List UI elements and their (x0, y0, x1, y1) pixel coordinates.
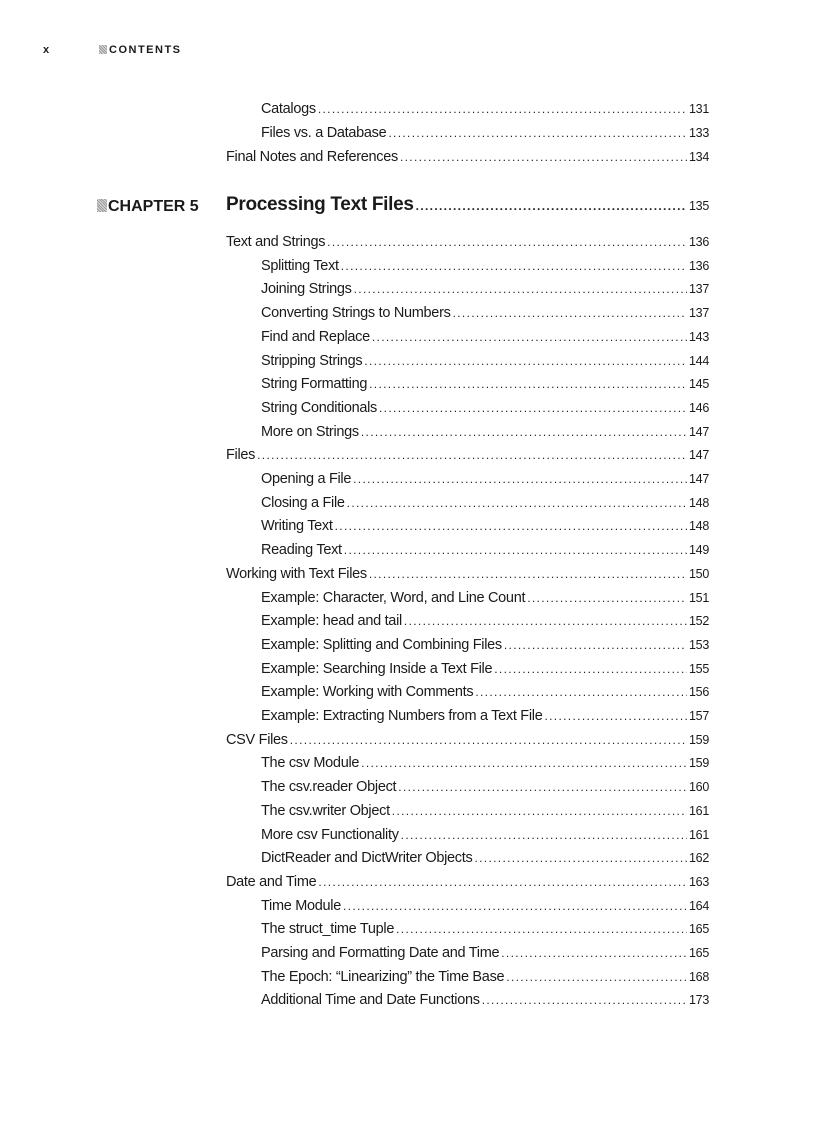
toc-entry-title: More csv Functionality (261, 827, 399, 843)
section-label: CONTENTS (109, 44, 182, 56)
dot-leader (318, 100, 687, 118)
toc-subsection-row[interactable] (261, 944, 709, 962)
dot-leader (364, 352, 687, 370)
dot-leader (396, 920, 687, 938)
toc-entry-page: 147 (689, 448, 709, 462)
toc-entry-title: Time Module (261, 898, 341, 914)
toc-section-row[interactable] (226, 233, 709, 251)
toc-subsection-row[interactable] (261, 707, 709, 725)
toc-subsection-row[interactable] (261, 328, 709, 346)
toc-entry-page: 155 (689, 662, 709, 676)
dot-leader (361, 423, 687, 441)
toc-entry-title: CSV Files (226, 732, 288, 748)
dot-leader (475, 683, 687, 701)
toc-entry-page: 151 (689, 591, 709, 605)
toc-entry-page: 161 (689, 828, 709, 842)
toc-entry-title: The csv.reader Object (261, 779, 397, 795)
toc-entry-title: Example: Searching Inside a Text File (261, 661, 493, 677)
toc-subsection-row[interactable] (261, 589, 709, 607)
toc-entry-title: Joining Strings (261, 281, 352, 297)
toc-subsection-row[interactable] (261, 304, 709, 322)
toc-subsection-row[interactable] (261, 660, 709, 678)
toc-entry-page: 160 (689, 780, 709, 794)
toc-entry-title: Example: Extracting Numbers from a Text File (261, 708, 543, 724)
toc-entry-title: The Epoch: “Linearizing” the Time Base (261, 969, 505, 985)
dot-leader (353, 470, 687, 488)
dot-leader (347, 494, 687, 512)
chapter-page: 135 (689, 199, 709, 213)
dot-leader (501, 944, 687, 962)
toc-entry-title: Catalogs (261, 101, 316, 117)
toc-subsection-row[interactable] (261, 991, 709, 1009)
toc-entry-title: String Formatting (261, 376, 368, 392)
toc-entry-title: Writing Text (261, 518, 333, 534)
dot-leader (544, 707, 687, 725)
toc-entry-page: 156 (689, 685, 709, 699)
toc-subsection-row[interactable] (261, 754, 709, 772)
toc-entry-page: 173 (689, 993, 709, 1007)
dot-leader (453, 304, 687, 322)
toc-entry-page: 133 (689, 126, 709, 140)
dot-leader (344, 541, 687, 559)
toc-entry-page: 146 (689, 401, 709, 415)
dot-leader (401, 826, 687, 844)
dot-leader (343, 897, 687, 915)
toc-entry-title: Example: head and tail (261, 613, 402, 629)
chapter-title-row[interactable] (226, 196, 709, 215)
dot-leader (506, 968, 687, 986)
toc-entry-title: The csv.writer Object (261, 803, 390, 819)
dot-leader (392, 802, 687, 820)
toc-subsection-row[interactable] (261, 257, 709, 275)
toc-entry-page: 149 (689, 543, 709, 557)
toc-entry-title: The csv Module (261, 755, 360, 771)
toc-subsection-row[interactable] (261, 778, 709, 796)
toc-entry-title: Files vs. a Database (261, 125, 387, 141)
toc-entry-title: Find and Replace (261, 329, 370, 345)
toc-section-row[interactable] (226, 873, 709, 891)
toc-subsection-row[interactable] (261, 470, 709, 488)
toc-entry-page: 137 (689, 282, 709, 296)
toc-entry-page: 131 (689, 102, 709, 116)
dot-leader (257, 446, 687, 464)
toc-entry-page: 162 (689, 851, 709, 865)
toc-subsection-row[interactable] (261, 494, 709, 512)
toc-subsection-row[interactable] (261, 399, 709, 417)
toc-entry-page: 136 (689, 235, 709, 249)
toc-entry-page: 157 (689, 709, 709, 723)
toc-entry-title: Parsing and Formatting Date and Time (261, 945, 500, 961)
toc-section-row[interactable] (226, 565, 709, 583)
toc-entry-page: 150 (689, 567, 709, 581)
toc-entry-page: 134 (689, 150, 709, 164)
toc-entry-page: 145 (689, 377, 709, 391)
toc-entry-page: 164 (689, 899, 709, 913)
toc-subsection-row[interactable] (261, 683, 709, 701)
dot-leader (335, 517, 687, 535)
toc-entry-page: 143 (689, 330, 709, 344)
toc-entry-page: 159 (689, 756, 709, 770)
dot-leader (290, 731, 687, 749)
chapter-title: Processing Text Files (226, 194, 414, 215)
toc-entry-page: 148 (689, 519, 709, 533)
toc-entry-title: More on Strings (261, 424, 359, 440)
toc-subsection-row[interactable] (261, 802, 709, 820)
toc-subsection-row[interactable] (261, 920, 709, 938)
toc-entry-page: 163 (689, 875, 709, 889)
dot-leader (494, 660, 687, 678)
toc-subsection-row[interactable] (261, 849, 709, 867)
toc-entry-title: Splitting Text (261, 258, 339, 274)
toc-entry-title: Example: Working with Comments (261, 684, 474, 700)
toc-entry-title: DictReader and DictWriter Objects (261, 850, 473, 866)
toc-entry-page: 153 (689, 638, 709, 652)
chapter-number: CHAPTER 5 (108, 198, 199, 215)
page-number: x (43, 44, 51, 56)
toc-subsection-row[interactable] (261, 612, 709, 630)
toc-entry-page: 161 (689, 804, 709, 818)
dot-leader (404, 612, 687, 630)
dot-leader (504, 636, 687, 654)
toc-entry-title: Converting Strings to Numbers (261, 305, 451, 321)
dot-leader (388, 124, 687, 142)
toc-subsection-row[interactable] (261, 968, 709, 986)
dot-leader (379, 399, 687, 417)
toc-entry-title: Reading Text (261, 542, 342, 558)
toc-entry-page: 147 (689, 472, 709, 486)
toc-entry-title: Example: Character, Word, and Line Count (261, 590, 526, 606)
toc-entry-title: Final Notes and References (226, 149, 398, 165)
dot-leader (372, 328, 687, 346)
toc-entry-page: 152 (689, 614, 709, 628)
toc-entry-title: Additional Time and Date Functions (261, 992, 480, 1008)
toc-subsection-row[interactable] (261, 636, 709, 654)
toc-section-row[interactable] (226, 731, 709, 749)
toc-entry-title: Files (226, 447, 256, 463)
toc-entry-title: Date and Time (226, 874, 317, 890)
toc-entry-title: Stripping Strings (261, 353, 363, 369)
toc-subsection-row[interactable] (261, 124, 709, 142)
dot-leader (369, 375, 687, 393)
toc-entry-title: The struct_time Tuple (261, 921, 395, 937)
dot-leader (416, 197, 687, 215)
toc-entry-title: String Conditionals (261, 400, 378, 416)
toc-entry-page: 137 (689, 306, 709, 320)
toc-entry-page: 168 (689, 970, 709, 984)
chapter-label (97, 198, 199, 216)
dot-leader (318, 873, 687, 891)
toc-entry-title: Working with Text Files (226, 566, 367, 582)
toc-entry-title: Opening a File (261, 471, 352, 487)
dot-leader (361, 754, 687, 772)
toc-subsection-row[interactable] (261, 352, 709, 370)
dot-leader (341, 257, 687, 275)
toc-section-row[interactable] (226, 148, 709, 166)
marker-bar-icon (99, 45, 107, 54)
dot-leader (398, 778, 687, 796)
toc-subsection-row[interactable] (261, 280, 709, 298)
toc-entry-page: 159 (689, 733, 709, 747)
marker-bar-icon (97, 199, 107, 212)
running-head (99, 44, 182, 56)
dot-leader (327, 233, 687, 251)
toc-entry-page: 148 (689, 496, 709, 510)
toc-subsection-row[interactable] (261, 375, 709, 393)
toc-entry-title: Text and Strings (226, 234, 326, 250)
toc-subsection-row[interactable] (261, 100, 709, 118)
toc-subsection-row[interactable] (261, 541, 709, 559)
dot-leader (482, 991, 687, 1009)
toc-entry-page: 165 (689, 922, 709, 936)
dot-leader (400, 148, 687, 166)
dot-leader (369, 565, 687, 583)
toc-subsection-row[interactable] (261, 897, 709, 915)
toc-subsection-row[interactable] (261, 826, 709, 844)
toc-entry-title: Example: Splitting and Combining Files (261, 637, 502, 653)
toc-subsection-row[interactable] (261, 517, 709, 535)
toc-entry-page: 165 (689, 946, 709, 960)
toc-entry-page: 136 (689, 259, 709, 273)
toc-entry-page: 144 (689, 354, 709, 368)
dot-leader (527, 589, 687, 607)
toc-section-row[interactable] (226, 446, 709, 464)
dot-leader (474, 849, 687, 867)
toc-entry-title: Closing a File (261, 495, 345, 511)
dot-leader (354, 280, 687, 298)
toc-subsection-row[interactable] (261, 423, 709, 441)
toc-entry-page: 147 (689, 425, 709, 439)
